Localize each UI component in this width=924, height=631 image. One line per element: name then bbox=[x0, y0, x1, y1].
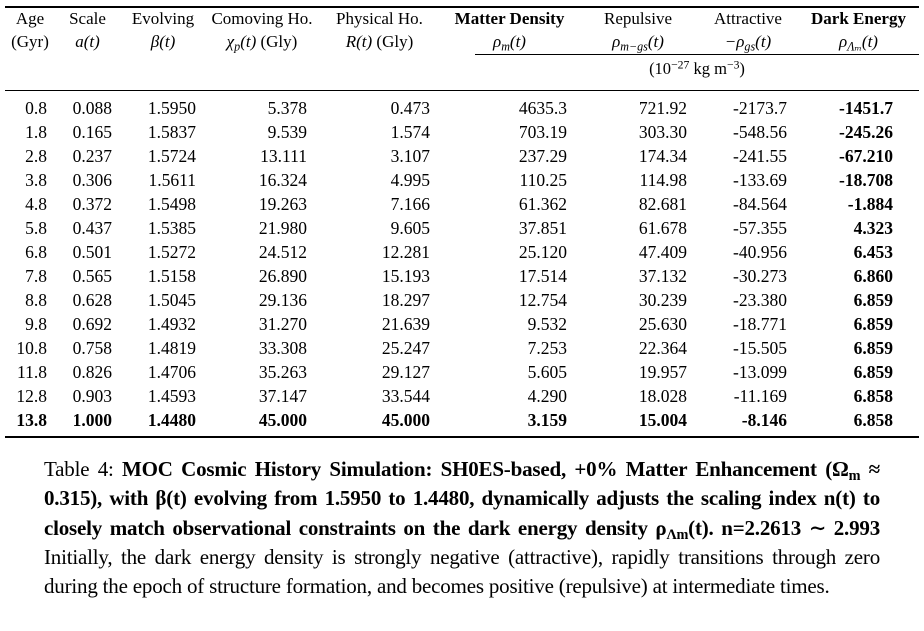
table-row bbox=[5, 168, 919, 192]
cell: -30.273 bbox=[733, 266, 787, 286]
cell: 0.372 bbox=[72, 194, 112, 214]
cell: 37.132 bbox=[638, 266, 687, 286]
cell: 6.859 bbox=[853, 314, 893, 334]
cell: 9.532 bbox=[527, 314, 567, 334]
cell: 0.473 bbox=[390, 98, 430, 118]
cell: 6.860 bbox=[853, 266, 893, 286]
cell: 9.605 bbox=[390, 218, 430, 238]
cell: 1.5158 bbox=[147, 266, 196, 286]
table-row bbox=[5, 144, 919, 168]
cell: 9.539 bbox=[267, 122, 307, 142]
cell: 1.5611 bbox=[148, 170, 196, 190]
cell: 35.263 bbox=[258, 362, 307, 382]
cell: 45.000 bbox=[381, 410, 430, 430]
table-row bbox=[5, 216, 919, 240]
cell: 13.8 bbox=[16, 410, 47, 430]
cell: 1.4593 bbox=[147, 386, 196, 406]
table-row bbox=[5, 192, 919, 216]
table-row bbox=[5, 120, 919, 144]
cell: 18.297 bbox=[381, 290, 430, 310]
caption-normal-text: Initially, the dark energy density is strongly negative (attractive), rapidly transitions through zero during the epoch of structure formation, and becomes positive (repulsive) at intermediate times. bbox=[44, 544, 880, 599]
cell: 33.544 bbox=[381, 386, 430, 406]
cell: 6.453 bbox=[853, 242, 893, 262]
cell: 0.437 bbox=[72, 218, 112, 238]
cell: 0.758 bbox=[72, 338, 112, 358]
cell: 6.859 bbox=[853, 338, 893, 358]
cell: 114.98 bbox=[639, 170, 687, 190]
cell: 1.4932 bbox=[147, 314, 196, 334]
table-row bbox=[5, 336, 919, 360]
cell: 1.4819 bbox=[147, 338, 196, 358]
cell: 6.859 bbox=[853, 362, 893, 382]
column-header-4: Comoving Ho. $\chi_p(t)$ (Gly) bbox=[211, 9, 313, 54]
units-label: ($10^{-27}$ kg $m^{-3}$) bbox=[475, 54, 919, 79]
cell: -84.564 bbox=[733, 194, 787, 214]
table-row bbox=[5, 408, 919, 437]
table-body bbox=[5, 91, 919, 438]
cell: -18.771 bbox=[733, 314, 787, 334]
cell: 6.858 bbox=[853, 410, 893, 430]
cell: 0.088 bbox=[72, 98, 112, 118]
cell: 1.5272 bbox=[147, 242, 196, 262]
cell: 4.8 bbox=[25, 194, 47, 214]
table-row bbox=[5, 91, 919, 121]
cell: 45.000 bbox=[258, 410, 307, 430]
cell: 11.8 bbox=[17, 362, 47, 382]
table-row bbox=[5, 264, 919, 288]
header-row bbox=[5, 7, 919, 54]
cell: -15.505 bbox=[733, 338, 787, 358]
cell: 26.890 bbox=[258, 266, 307, 286]
cell: 703.19 bbox=[518, 122, 567, 142]
cell: 0.903 bbox=[72, 386, 112, 406]
cell: 0.237 bbox=[72, 146, 112, 166]
caption-tag: Table 4: bbox=[44, 457, 114, 481]
cell: 1.5385 bbox=[147, 218, 196, 238]
cell: 0.692 bbox=[72, 314, 112, 334]
cell: 1.5045 bbox=[147, 290, 196, 310]
cell: 6.858 bbox=[853, 386, 893, 406]
caption-bold-text: MOC Cosmic History Simulation: SH0ES-based, +0% Matter Enhancement $(\Omega_m \approx 0.315)$, with β(t) evolving from 1.5950 to 1.4480, dynamically adjusts the scaling index n(t) to closely match observational constraints on the dark energy density $\rho_{\Lambda m}(t)$. n=2.2613 ∼ 2.993 bbox=[44, 457, 880, 543]
cell: 13.111 bbox=[260, 146, 307, 166]
cell: 4.290 bbox=[527, 386, 567, 406]
cell: 174.34 bbox=[638, 146, 687, 166]
cell: 12.8 bbox=[16, 386, 47, 406]
cell: 19.957 bbox=[638, 362, 687, 382]
cell: 61.362 bbox=[518, 194, 567, 214]
cell: 3.8 bbox=[25, 170, 47, 190]
column-header-1: Age (Gyr) bbox=[11, 9, 49, 51]
cell: 4.995 bbox=[390, 170, 430, 190]
cell: 1.4480 bbox=[147, 410, 196, 430]
cell: 1.8 bbox=[25, 122, 47, 142]
cell: -40.956 bbox=[733, 242, 787, 262]
table-header bbox=[5, 7, 919, 91]
cell: 303.30 bbox=[638, 122, 687, 142]
cell: -8.146 bbox=[741, 410, 787, 430]
cell: -1451.7 bbox=[839, 98, 893, 118]
cell: 37.147 bbox=[258, 386, 307, 406]
cell: 30.239 bbox=[638, 290, 687, 310]
cell: 1.5950 bbox=[147, 98, 196, 118]
cosmic-history-table bbox=[5, 6, 919, 438]
cell: 6.859 bbox=[853, 290, 893, 310]
table-row bbox=[5, 288, 919, 312]
cell: 12.754 bbox=[518, 290, 567, 310]
table-row bbox=[5, 384, 919, 408]
cell: -57.355 bbox=[733, 218, 787, 238]
cell: 15.004 bbox=[638, 410, 687, 430]
cell: 21.980 bbox=[258, 218, 307, 238]
table-row bbox=[5, 312, 919, 336]
units-cell bbox=[441, 54, 919, 91]
cell: 3.107 bbox=[390, 146, 430, 166]
cell: 7.166 bbox=[390, 194, 430, 214]
cell: 1.000 bbox=[72, 410, 112, 430]
cell: 21.639 bbox=[381, 314, 430, 334]
cell: 22.364 bbox=[638, 338, 687, 358]
column-header-6: Matter Density $\rho_m(t)$ bbox=[454, 9, 565, 54]
cell: 237.29 bbox=[518, 146, 567, 166]
cell: -245.26 bbox=[839, 122, 893, 142]
cell: 5.605 bbox=[527, 362, 567, 382]
cell: 721.92 bbox=[638, 98, 687, 118]
cell: 24.512 bbox=[258, 242, 307, 262]
cell: -23.380 bbox=[733, 290, 787, 310]
cell: 0.565 bbox=[72, 266, 112, 286]
cell: 1.5498 bbox=[147, 194, 196, 214]
cell: 10.8 bbox=[16, 338, 47, 358]
cell: 110.25 bbox=[519, 170, 567, 190]
column-header-9: Dark Energy $\rho_{\Lambda_m}(t)$ bbox=[811, 9, 906, 54]
cell: -67.210 bbox=[839, 146, 893, 166]
cell: 0.501 bbox=[72, 242, 112, 262]
cell: 8.8 bbox=[25, 290, 47, 310]
column-header-8: Attractive $-\rho_{gs}(t)$ bbox=[714, 9, 782, 54]
cell: 15.193 bbox=[381, 266, 430, 286]
column-header-2: Scale a(t) bbox=[69, 9, 106, 51]
cell: 1.4706 bbox=[147, 362, 196, 382]
cell: -11.169 bbox=[733, 386, 787, 406]
cell: -18.708 bbox=[839, 170, 893, 190]
cell: 18.028 bbox=[638, 386, 687, 406]
cell: 1.574 bbox=[390, 122, 430, 142]
units-spacer bbox=[5, 54, 441, 91]
cell: 1.5724 bbox=[147, 146, 196, 166]
cell: -548.56 bbox=[733, 122, 787, 142]
cell: -241.55 bbox=[733, 146, 787, 166]
cell: 12.281 bbox=[381, 242, 430, 262]
cell: 19.263 bbox=[258, 194, 307, 214]
cell: 7.8 bbox=[25, 266, 47, 286]
cell: 47.409 bbox=[638, 242, 687, 262]
cell: 82.681 bbox=[638, 194, 687, 214]
cell: 0.8 bbox=[25, 98, 47, 118]
column-header-5: Physical Ho. R(t) (Gly) bbox=[336, 9, 423, 51]
cell: 25.630 bbox=[638, 314, 687, 334]
cell: -1.884 bbox=[847, 194, 893, 214]
cell: 25.120 bbox=[518, 242, 567, 262]
cell: -133.69 bbox=[733, 170, 787, 190]
cell: 29.136 bbox=[258, 290, 307, 310]
cell: 5.8 bbox=[25, 218, 47, 238]
cell: 3.159 bbox=[527, 410, 567, 430]
column-header-7: Repulsive $\rho_{m-gs}(t)$ bbox=[604, 9, 672, 54]
cell: 33.308 bbox=[258, 338, 307, 358]
table-caption bbox=[44, 455, 880, 601]
cell: 7.253 bbox=[527, 338, 567, 358]
cell: 25.247 bbox=[381, 338, 430, 358]
table-row bbox=[5, 360, 919, 384]
cell: 0.165 bbox=[72, 122, 112, 142]
cell: 16.324 bbox=[258, 170, 307, 190]
cell: 0.306 bbox=[72, 170, 112, 190]
cell: 1.5837 bbox=[147, 122, 196, 142]
cell: 0.826 bbox=[72, 362, 112, 382]
cell: 37.851 bbox=[518, 218, 567, 238]
cell: 2.8 bbox=[25, 146, 47, 166]
cell: 61.678 bbox=[638, 218, 687, 238]
cell: 6.8 bbox=[25, 242, 47, 262]
column-header-3: Evolving β(t) bbox=[131, 9, 195, 51]
cell: 4.323 bbox=[853, 218, 893, 238]
table-row bbox=[5, 240, 919, 264]
cell: 4635.3 bbox=[518, 98, 567, 118]
cell: 17.514 bbox=[518, 266, 567, 286]
units-row bbox=[5, 54, 919, 91]
cell: 29.127 bbox=[381, 362, 430, 382]
cell: 0.628 bbox=[72, 290, 112, 310]
cell: 31.270 bbox=[258, 314, 307, 334]
cell: -13.099 bbox=[733, 362, 787, 382]
cell: 9.8 bbox=[25, 314, 47, 334]
cell: 5.378 bbox=[267, 98, 307, 118]
cell: -2173.7 bbox=[733, 98, 787, 118]
